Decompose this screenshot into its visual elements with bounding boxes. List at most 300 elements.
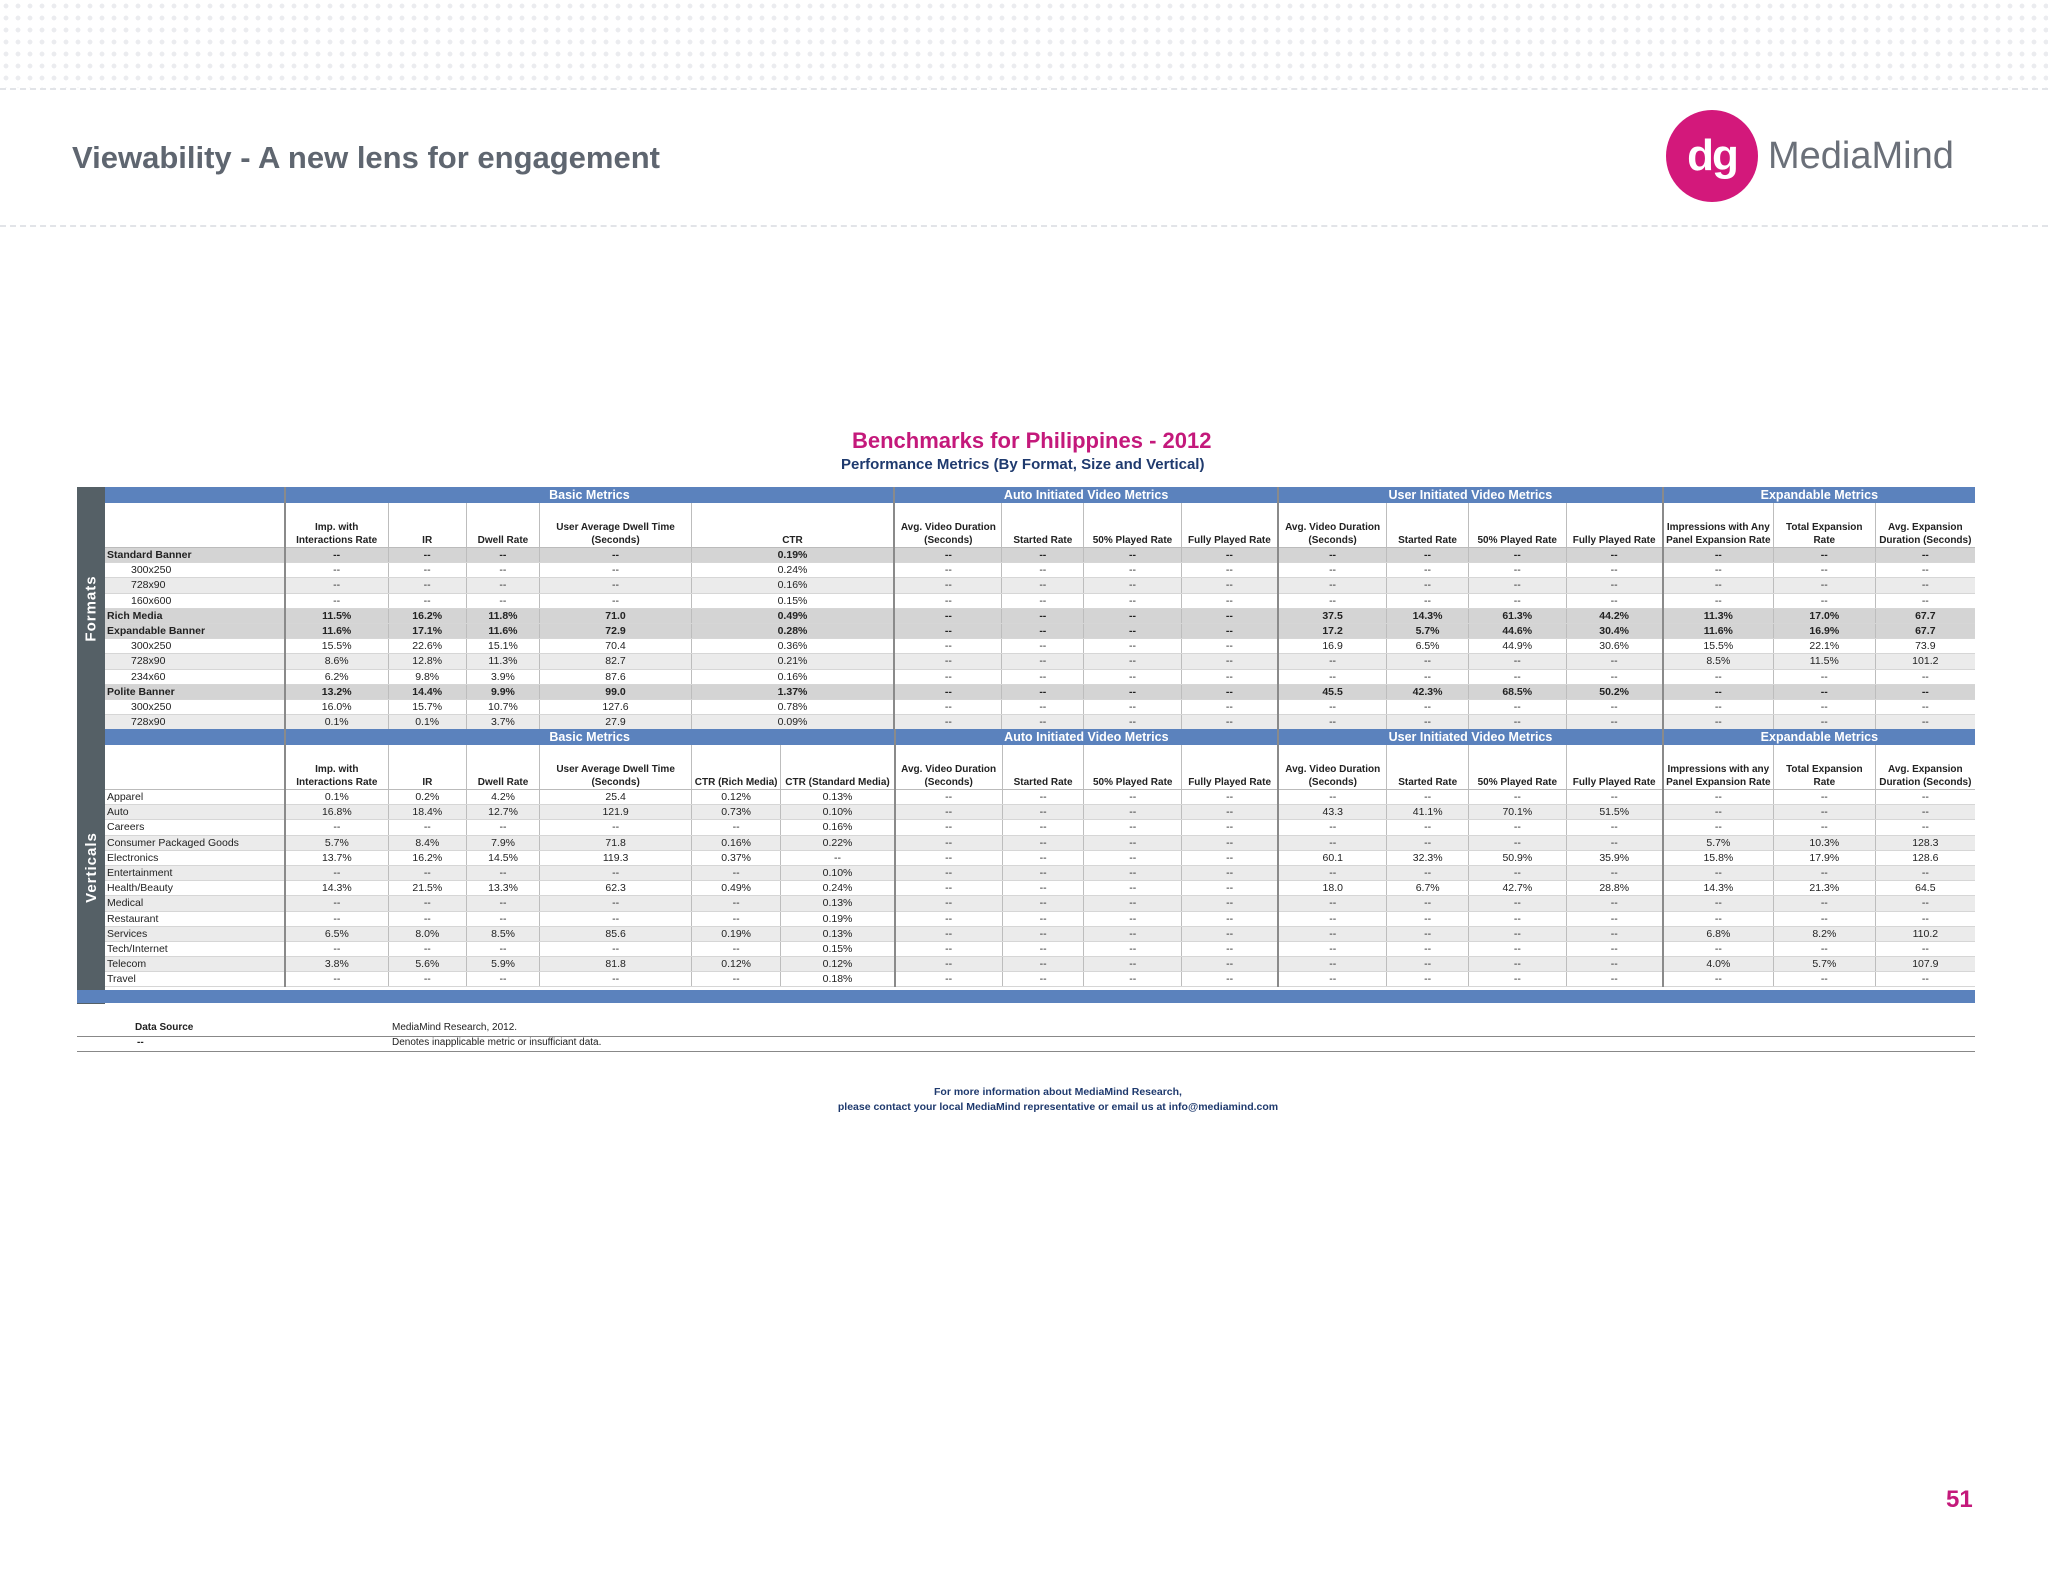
table-cell: 43.3 [1278,805,1387,820]
table-cell: -- [1181,669,1278,684]
table-cell: 64.5 [1875,881,1975,896]
logo-mark: dg [1666,110,1758,202]
table-cell: -- [1773,669,1875,684]
table-cell: 11.8% [466,608,540,623]
table-cell: 6.2% [285,669,389,684]
table-cell: -- [1002,911,1084,926]
table-cell: -- [466,941,540,956]
table-cell: -- [1875,865,1975,880]
row-label: Travel [105,972,285,987]
row-label: Rich Media [105,608,285,623]
table-cell: -- [1387,911,1469,926]
table-row [105,881,1975,896]
table-row [105,608,1975,623]
column-header: 50% Played Rate [1084,745,1182,790]
table-cell: 0.1% [285,790,389,805]
table-cell: 10.7% [466,699,540,714]
verticals-metrics-table [105,729,1975,987]
table-cell: -- [1181,699,1278,714]
table-cell: -- [285,563,389,578]
table-cell: -- [894,639,1002,654]
table-cell: -- [1084,593,1182,608]
table-cell: -- [1663,896,1774,911]
table-cell: -- [1663,593,1774,608]
table-cell: -- [1387,563,1469,578]
table-cell: 72.9 [540,623,691,638]
table-cell: 67.7 [1875,608,1975,623]
table-cell: 37.5 [1278,608,1387,623]
table-cell: -- [895,911,1003,926]
table-cell: -- [1084,654,1182,669]
table-cell: 0.16% [781,820,895,835]
table-cell: -- [1875,911,1975,926]
column-header: CTR [691,503,894,548]
table-cell: -- [894,654,1002,669]
table-cell: -- [1182,865,1279,880]
table-cell: -- [1084,957,1182,972]
table-cell: -- [1468,593,1566,608]
column-header: 50% Played Rate [1084,503,1182,548]
table-cell: -- [1278,654,1387,669]
table-cell: 6.5% [1387,639,1469,654]
verticals-table [105,729,1975,987]
table-cell: -- [1566,957,1663,972]
header-row [105,503,1975,548]
table-cell: 5.7% [1387,623,1469,638]
table-cell: -- [1773,941,1875,956]
table-cell: 0.13% [781,896,895,911]
table-cell: -- [1663,972,1774,987]
table-cell: -- [388,563,466,578]
row-label: 728x90 [105,578,285,593]
table-cell: -- [1468,578,1566,593]
table-cell: -- [691,820,781,835]
table-row [105,911,1975,926]
table-cell: -- [1002,639,1084,654]
row-label: Expandable Banner [105,623,285,638]
table-cell: -- [1469,865,1567,880]
table-cell: -- [1002,865,1084,880]
table-cell: -- [540,865,691,880]
table-cell: 0.13% [781,790,895,805]
table-cell: -- [1469,896,1567,911]
table-cell: -- [540,911,691,926]
table-row [105,790,1975,805]
table-cell: 7.9% [466,835,540,850]
table-cell: -- [1663,715,1774,730]
table-cell: -- [540,548,691,563]
table-cell: -- [1566,820,1663,835]
table-row [105,957,1975,972]
table-cell: -- [1278,835,1387,850]
band-row [105,487,1975,503]
table-cell: -- [388,548,466,563]
table-cell: -- [1468,669,1566,684]
table-cell: 81.8 [540,957,691,972]
table-cell: -- [1566,715,1663,730]
table-cell: -- [1387,926,1469,941]
table-cell: -- [466,911,540,926]
table-cell: -- [1387,941,1469,956]
table-cell: -- [894,715,1002,730]
table-cell: 85.6 [540,926,691,941]
table-cell: 42.3% [1387,684,1469,699]
table-cell: 5.9% [466,957,540,972]
table-row [105,896,1975,911]
table-cell: -- [540,972,691,987]
table-cell: -- [1181,608,1278,623]
table-cell: -- [1002,896,1084,911]
table-cell: -- [1084,669,1182,684]
table-cell: 73.9 [1875,639,1975,654]
legend-value: Denotes inapplicable metric or insufficiant data. [392,1037,602,1048]
row-label: 728x90 [105,715,285,730]
table-cell: -- [1875,563,1975,578]
table-cell: 0.09% [691,715,894,730]
row-label: Restaurant [105,911,285,926]
column-header: Dwell Rate [466,503,540,548]
table-cell: -- [1875,669,1975,684]
table-cell: -- [1566,911,1663,926]
band-user-video: User Initiated Video Metrics [1278,729,1663,745]
table-cell: 16.8% [285,805,389,820]
table-cell: -- [1084,972,1182,987]
table-cell: -- [1181,578,1278,593]
table-cell: -- [1469,911,1567,926]
table-cell: -- [1773,548,1875,563]
legend-key: -- [137,1037,144,1048]
table-cell: -- [1387,896,1469,911]
table-cell: -- [691,896,781,911]
table-cell: -- [781,850,895,865]
logo-text: MediaMind [1768,134,1954,177]
table-cell: -- [1773,790,1875,805]
table-cell: 22.1% [1773,639,1875,654]
table-cell: -- [466,972,540,987]
table-cell: 3.8% [285,957,389,972]
table-cell: -- [895,926,1003,941]
table-cell: 6.7% [1387,881,1469,896]
source-row [77,1022,1975,1037]
table-cell: 119.3 [540,850,691,865]
table-cell: 0.22% [781,835,895,850]
table-cell: -- [1468,563,1566,578]
table-cell: 15.5% [285,639,389,654]
table-cell: -- [1084,941,1182,956]
table-cell: -- [388,972,466,987]
table-cell: -- [894,608,1002,623]
table-cell: -- [1182,941,1279,956]
column-header: IR [388,745,466,790]
table-cell: -- [894,548,1002,563]
column-header: Fully Played Rate [1181,503,1278,548]
row-label: Medical [105,896,285,911]
table-cell: -- [894,563,1002,578]
table-cell: -- [285,578,389,593]
table-cell: -- [1084,639,1182,654]
table-cell: -- [540,578,691,593]
table-cell: -- [1002,608,1084,623]
table-cell: 44.9% [1468,639,1566,654]
page-title: Viewability - A new lens for engagement [72,140,660,175]
benchmark-subtitle: Performance Metrics (By Format, Size and Vertical) [841,456,1205,473]
column-header: Avg. Expansion Duration (Seconds) [1875,745,1975,790]
row-label: Telecom [105,957,285,972]
table-cell: 0.16% [691,578,894,593]
column-header: Started Rate [1387,503,1469,548]
table-cell: 0.10% [781,805,895,820]
table-cell: 110.2 [1875,926,1975,941]
table-cell: -- [466,578,540,593]
row-label: Auto [105,805,285,820]
table-cell: -- [1002,699,1084,714]
table-cell: 0.19% [691,548,894,563]
contact-line-2: please contact your local MediaMind representative or email us at info@mediamind.com [837,1101,1279,1113]
table-cell: 0.24% [691,563,894,578]
table-cell: -- [691,865,781,880]
contact-info [0,1085,2048,1115]
table-cell: 70.4 [540,639,691,654]
table-cell: 10.3% [1773,835,1875,850]
table-cell: 0.12% [691,957,781,972]
table-cell: -- [1875,972,1975,987]
table-cell: 62.3 [540,881,691,896]
table-row [105,805,1975,820]
table-cell: -- [540,563,691,578]
table-cell: 16.9% [1773,623,1875,638]
table-cell: 0.1% [388,715,466,730]
table-cell: -- [1002,881,1084,896]
table-cell: -- [1773,699,1875,714]
table-cell: 8.4% [388,835,466,850]
table-cell: -- [466,593,540,608]
table-cell: -- [1566,669,1663,684]
column-header [105,745,285,790]
column-header: Started Rate [1002,745,1084,790]
table-cell: 0.1% [285,715,389,730]
table-cell: 60.1 [1278,850,1387,865]
table-cell: -- [1875,548,1975,563]
table-cell: 5.6% [388,957,466,972]
table-cell: 128.3 [1875,835,1975,850]
table-cell: -- [1469,820,1567,835]
table-cell: -- [895,865,1003,880]
table-cell: -- [1663,790,1774,805]
table-cell: -- [1566,941,1663,956]
row-label: Health/Beauty [105,881,285,896]
table-cell: -- [388,911,466,926]
column-header: Imp. with Interactions Rate [285,503,389,548]
table-cell: -- [1387,669,1469,684]
table-cell: -- [540,593,691,608]
table-cell: -- [388,941,466,956]
table-cell: -- [388,820,466,835]
table-cell: -- [1773,578,1875,593]
table-cell: -- [1663,563,1774,578]
table-cell: 14.3% [285,881,389,896]
table-cell: -- [1278,865,1387,880]
table-cell: -- [1566,699,1663,714]
table-cell: 17.1% [388,623,466,638]
table-cell: 44.2% [1566,608,1663,623]
table-cell: -- [540,896,691,911]
table-cell: -- [285,865,389,880]
table-cell: 82.7 [540,654,691,669]
table-cell: -- [1773,865,1875,880]
table-cell: 1.37% [691,684,894,699]
table-row [105,850,1975,865]
table-cell: -- [1278,699,1387,714]
table-cell: -- [1002,684,1084,699]
table-cell: 8.5% [1663,654,1774,669]
table-cell: -- [1278,715,1387,730]
row-label: Electronics [105,850,285,865]
table-cell: -- [895,790,1003,805]
table-cell: 0.37% [691,850,781,865]
table-cell: 4.0% [1663,957,1774,972]
table-cell: -- [1182,790,1279,805]
table-cell: -- [1387,548,1469,563]
table-cell: -- [1084,926,1182,941]
table-cell: -- [1566,790,1663,805]
table-cell: -- [1566,926,1663,941]
table-cell: -- [1875,896,1975,911]
table-cell: 5.7% [285,835,389,850]
column-header: Dwell Rate [466,745,540,790]
data-source-notes [77,1022,1975,1052]
table-cell: -- [285,820,389,835]
table-cell: 15.8% [1663,850,1774,865]
table-cell: 16.0% [285,699,389,714]
table-cell: 21.5% [388,881,466,896]
table-cell: -- [1084,820,1182,835]
row-label: 728x90 [105,654,285,669]
table-cell: -- [1387,790,1469,805]
table-cell: -- [1663,805,1774,820]
table-cell: -- [466,548,540,563]
table-cell: 22.6% [388,639,466,654]
table-cell: -- [1663,911,1774,926]
table-cell: -- [1002,578,1084,593]
formats-metrics-table [105,487,1975,730]
table-cell: -- [1773,563,1875,578]
table-cell: -- [1875,578,1975,593]
table-cell: -- [540,820,691,835]
table-cell: -- [1278,896,1387,911]
column-header: Imp. with Interactions Rate [285,745,389,790]
table-cell: -- [1278,820,1387,835]
table-cell: 0.15% [691,593,894,608]
table-cell: 3.9% [466,669,540,684]
table-cell: 45.5 [1278,684,1387,699]
table-cell: -- [894,623,1002,638]
table-cell: -- [1278,548,1387,563]
table-row [105,972,1975,987]
table-row [105,941,1975,956]
table-cell: -- [1566,896,1663,911]
table-cell: -- [1387,654,1469,669]
table-cell: 11.6% [466,623,540,638]
table-cell: -- [1875,790,1975,805]
table-cell: -- [1566,865,1663,880]
table-cell: -- [894,684,1002,699]
table-cell: 14.3% [1663,881,1774,896]
table-cell: 30.6% [1566,639,1663,654]
column-header: Avg. Video Duration (Seconds) [1278,745,1387,790]
band-auto-video: Auto Initiated Video Metrics [895,729,1279,745]
table-cell: 0.19% [691,926,781,941]
table-cell: -- [1278,578,1387,593]
header-divider-bottom [0,225,2048,227]
row-label: Apparel [105,790,285,805]
table-cell: 68.5% [1468,684,1566,699]
table-cell: 27.9 [540,715,691,730]
table-cell: -- [285,911,389,926]
table-cell: -- [1002,563,1084,578]
header-divider [0,88,2048,90]
formats-table [105,487,1975,730]
table-cell: 11.5% [285,608,389,623]
table-cell: -- [1469,957,1567,972]
table-cell: -- [1773,972,1875,987]
table-cell: -- [1387,957,1469,972]
table-cell: 13.7% [285,850,389,865]
table-row [105,820,1975,835]
column-header: Avg. Video Duration (Seconds) [1278,503,1387,548]
header-row [105,745,1975,790]
table-row [105,654,1975,669]
table-cell: -- [1663,699,1774,714]
table-cell: 8.0% [388,926,466,941]
table-cell: 0.36% [691,639,894,654]
table-cell: 121.9 [540,805,691,820]
column-header: CTR (Rich Media) [691,745,781,790]
table-cell: 12.7% [466,805,540,820]
table-cell: 41.1% [1387,805,1469,820]
table-cell: -- [1387,593,1469,608]
table-cell: -- [895,850,1003,865]
table-cell: 17.0% [1773,608,1875,623]
table-cell: 15.1% [466,639,540,654]
table-cell: 0.73% [691,805,781,820]
table-cell: 30.4% [1566,623,1663,638]
table-cell: 5.7% [1773,957,1875,972]
table-cell: -- [1566,548,1663,563]
table-cell: -- [466,865,540,880]
table-cell: 44.6% [1468,623,1566,638]
column-header: Fully Played Rate [1566,503,1663,548]
table-cell: -- [1469,790,1567,805]
table-cell: 127.6 [540,699,691,714]
table-cell: -- [894,669,1002,684]
table-cell: -- [1663,820,1774,835]
table-cell: -- [895,835,1003,850]
table-cell: -- [1182,957,1279,972]
table-cell: -- [1182,926,1279,941]
table-cell: -- [1181,563,1278,578]
table-cell: -- [1002,972,1084,987]
row-label: Services [105,926,285,941]
table-cell: 11.6% [285,623,389,638]
column-header [105,503,285,548]
table-cell: -- [895,881,1003,896]
table-cell: -- [691,941,781,956]
table-cell: -- [1181,654,1278,669]
column-header: Total Expansion Rate [1773,745,1875,790]
table-cell: -- [1663,548,1774,563]
table-cell: -- [388,593,466,608]
table-cell: -- [1663,669,1774,684]
